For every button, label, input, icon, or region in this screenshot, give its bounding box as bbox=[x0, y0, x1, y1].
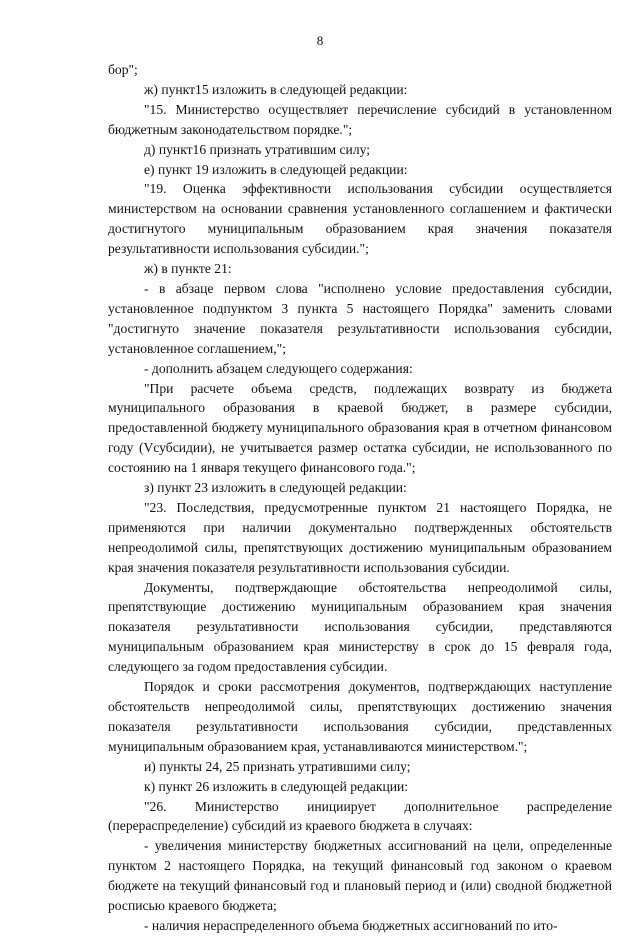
paragraph-3: "15. Министерство осуществляет перечисление субсидий в установленном бюджетным законодательством порядке."; bbox=[108, 101, 612, 137]
paragraph-19: - наличия нераспределенного объема бюджетных ассигнований по ито- bbox=[144, 917, 558, 933]
paragraph-8: - в абзаце первом слова "исполнено условие предоставления субсидии, установленное подпунктом 3 пункта 5 настоящего Порядка" заменить словами "достигнуто значение показателя результативности использования субсидии, установленное соглашением,"; bbox=[108, 280, 612, 356]
paragraph-2: ж) пункт15 изложить в следующей редакции: bbox=[144, 81, 408, 97]
page-number: 8 bbox=[316, 33, 324, 48]
paragraph-5: е) пункт 19 изложить в следующей редакции: bbox=[144, 161, 408, 177]
paragraph-7: ж) в пункте 21: bbox=[144, 261, 232, 277]
paragraph-14: Порядок и сроки рассмотрения документов, подтверждающих наступление обстоятельств непреодолимой силы, препятствующих достижению значения показателя результативности использования субсидии, представленных муниципальным образованием края, устанавливаются министерством."; bbox=[108, 679, 612, 754]
paragraph-18: - увеличения министерству бюджетных ассигнований на цели, определенные пунктом 2 настоящего Порядка, на текущий финансовый год законом о краевом бюджете на текущий финансовый год и плановый период и (или) сводной бюджетной росписью краевого бюджета; bbox=[108, 838, 612, 914]
paragraph-9: - дополнить абзацем следующего содержания: bbox=[144, 360, 413, 376]
document-body bbox=[108, 60, 612, 936]
paragraph-16: к) пункт 26 изложить в следующей редакции: bbox=[144, 778, 409, 794]
paragraph-15: и) пункты 24, 25 признать утратившими силу; bbox=[144, 758, 411, 774]
paragraph-12: "23. Последствия, предусмотренные пунктом 21 настоящего Порядка, не применяются при наличии документально подтвержденных обстоятельств непреодолимой силы, препятствующих достижению муниципальным образованием края значения показателя результативности использования субсидии. bbox=[108, 499, 612, 575]
paragraph-11: з) пункт 23 изложить в следующей редакции: bbox=[144, 480, 407, 496]
paragraph-4: д) пункт16 признать утратившим силу; bbox=[144, 141, 371, 157]
paragraph-10: "При расчете объема средств, подлежащих возврату из бюджета муниципального образования в краевой бюджет, в размере субсидии, предоставленной бюджету муниципального образования края в отчетном финансовом году (Vсубсидии), не учитывается размер остатка субсидии, не использованного по состоянию на 1 января текущего финансового года."; bbox=[108, 380, 612, 476]
paragraph-17: "26. Министерство инициирует дополнительное распределение (перераспределение) субсидий из краевого бюджета в случаях: bbox=[108, 798, 612, 834]
paragraph-6: "19. Оценка эффективности использования субсидии осуществляется министерством на основании сравнения установленного соглашением и фактически достигнутого муниципальным образованием края значения показателя результативности использования субсидии."; bbox=[108, 181, 612, 257]
paragraph-13: Документы, подтверждающие обстоятельства непреодолимой силы, препятствующие достижению муниципальным образованием края значения показателя результативности использования субсидии, представляются муниципальным образованием края министерству в срок до 15 февраля года, следующего за годом предоставления субсидии. bbox=[108, 579, 612, 675]
paragraph-1: бор"; bbox=[108, 62, 138, 77]
